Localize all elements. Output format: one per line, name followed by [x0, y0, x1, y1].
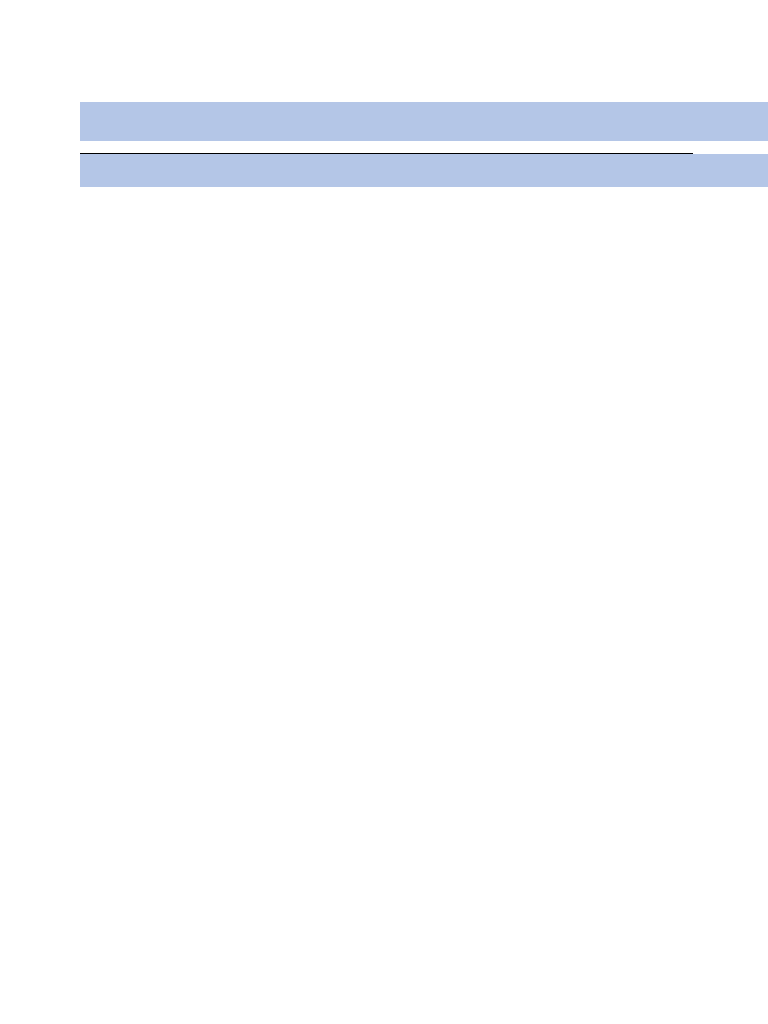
header-nama	[153, 154, 260, 187]
page-title	[80, 102, 768, 141]
header-kls	[80, 154, 153, 187]
header-mata-pelajaran	[260, 154, 768, 187]
